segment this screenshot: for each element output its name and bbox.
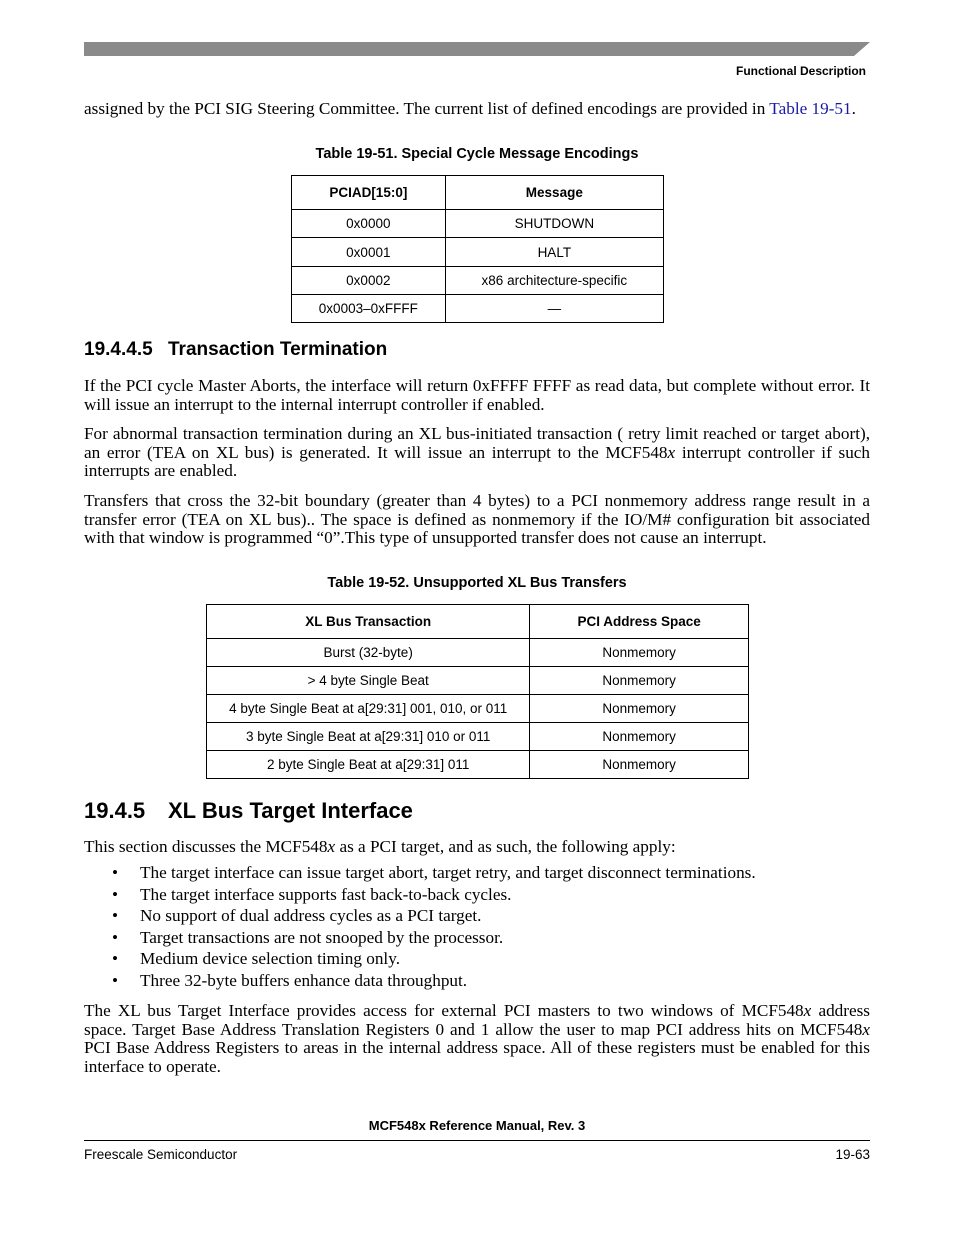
table-row (292, 267, 664, 295)
column-header: PCIAD[15:0] (292, 176, 446, 210)
paragraph-boundary-transfers: Transfers that cross the 32-bit boundary (greater than 4 bytes) to a PCI nonmemory address range result in a transfer error (TEA on XL bus).. The space is defined as nonmemory if the IO/M# configuration bit associated with that window is programmed “0”.This type of unsupported transfer does not cause an interrupt. (84, 491, 870, 548)
paragraph-abnormal-termination: For abnormal transaction termination during an XL bus-initiated transaction ( retry limit reached or target abort), an error (TEA on XL bus) is generated. It will issue an interrupt to the MCF548x interrupt controller if such interrupts are enabled. (84, 424, 871, 481)
table-cell: 4 byte Single Beat at a[29:31] 001, 010, or 011 (207, 695, 530, 723)
table-19-51-link[interactable]: Table 19-51 (769, 99, 852, 118)
table-cell: Nonmemory (530, 667, 749, 695)
table-row (207, 751, 749, 779)
table-cell: 2 byte Single Beat at a[29:31] 011 (207, 751, 530, 779)
table-cell: — (445, 295, 663, 323)
table-row (207, 695, 749, 723)
intro-paragraph: assigned by the PCI SIG Steering Committee. The current list of defined encodings are provided in Table 19-51. (84, 99, 856, 118)
table-cell: > 4 byte Single Beat (207, 667, 530, 695)
column-header: XL Bus Transaction (207, 605, 530, 639)
table-cell: Nonmemory (530, 723, 749, 751)
section-heading-xl-bus-target: 19.4.5 XL Bus Target Interface (84, 798, 413, 823)
paragraph-master-abort: If the PCI cycle Master Aborts, the interface will return 0xFFFF FFFF as read data, but complete without error. It will issue an interrupt to the internal interrupt controller if enabled. (84, 376, 870, 414)
footer-manual-title: MCF548x Reference Manual, Rev. 3 (368, 1118, 586, 1133)
table-cell: 0x0001 (292, 238, 446, 267)
table-row (292, 210, 664, 238)
table-cell: Nonmemory (530, 751, 749, 779)
table-row (207, 639, 749, 667)
table-row (207, 667, 749, 695)
table-cell: Burst (32-byte) (207, 639, 530, 667)
special-cycle-table (291, 175, 664, 323)
list-item: • Three 32-byte buffers enhance data throughput. (112, 970, 756, 992)
footer-divider (84, 1140, 870, 1141)
page-number: 19-63 (835, 1147, 870, 1162)
target-features-list (112, 862, 756, 992)
table-cell: Nonmemory (530, 695, 749, 723)
table-cell: 0x0002 (292, 267, 446, 295)
table2-caption: Table 19-52. Unsupported XL Bus Transfers (327, 575, 627, 591)
table-cell: 3 byte Single Beat at a[29:31] 010 or 011 (207, 723, 530, 751)
table-cell: SHUTDOWN (445, 210, 663, 238)
table-row (292, 238, 664, 267)
column-header: PCI Address Space (530, 605, 749, 639)
table-row (207, 723, 749, 751)
list-item: • Medium device selection timing only. (112, 948, 756, 970)
table-cell: HALT (445, 238, 663, 267)
table-header-row (292, 176, 664, 210)
table-header-row (207, 605, 749, 639)
list-item: • No support of dual address cycles as a PCI target. (112, 905, 756, 927)
running-header: Functional Description (735, 64, 866, 78)
list-item: • Target transactions are not snooped by the processor. (112, 927, 756, 949)
table-cell: x86 architecture-specific (445, 267, 663, 295)
paragraph-target-intro: This section discusses the MCF548x as a PCI target, and as such, the following apply: (84, 837, 676, 856)
table-cell: 0x0000 (292, 210, 446, 238)
paragraph-target-windows: The XL bus Target Interface provides access for external PCI masters to two windows of MCF548x address space. Target Base Address Translation Registers 0 and 1 allow the user to map PCI address hits on MCF548x PCI Base Address Registers to areas in the internal address space. All of these registers must be enabled for this interface to operate. (84, 1001, 870, 1076)
list-item: • The target interface can issue target abort, target retry, and target disconnect terminations. (112, 862, 756, 884)
table1-caption: Table 19-51. Special Cycle Message Encodings (315, 146, 639, 162)
table-cell: 0x0003–0xFFFF (292, 295, 446, 323)
table-cell: Nonmemory (530, 639, 749, 667)
footer-company: Freescale Semiconductor (84, 1147, 238, 1162)
unsupported-transfers-table (206, 604, 749, 779)
column-header: Message (445, 176, 663, 210)
table-row (292, 295, 664, 323)
section-heading-transaction-termination: 19.4.4.5 Transaction Termination (84, 339, 388, 360)
header-bar (84, 42, 870, 56)
list-item: • The target interface supports fast back-to-back cycles. (112, 884, 756, 906)
